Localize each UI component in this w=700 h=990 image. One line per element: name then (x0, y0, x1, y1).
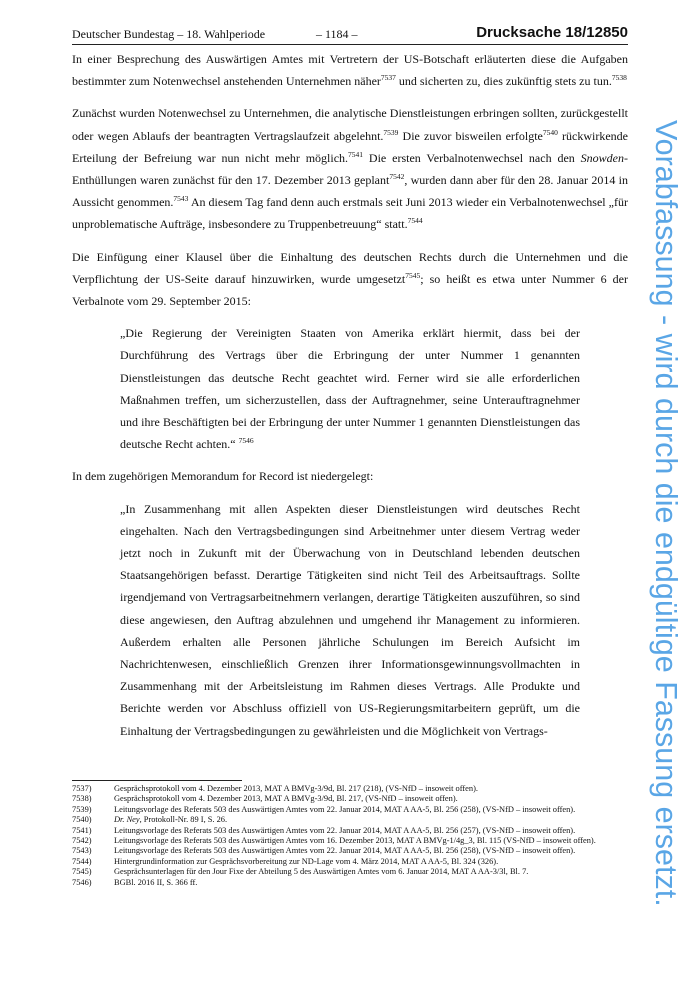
text: -Enthüllungen waren zunächst für den 17. Dezember 2013 geplant (72, 150, 628, 188)
doc-number: 12850 (586, 24, 628, 41)
footnote-text: Leitungsvorlage des Referats 503 des Auswärtigen Amtes vom 22. Januar 2014, MAT A AA-5, Bl. 256 (258), (VS-NfD – insoweit offen). (114, 846, 576, 856)
footnote (72, 857, 628, 867)
paragraph-1 (72, 48, 628, 92)
footnote-text: BGBl. 2016 II, S. 366 ff. (114, 877, 198, 887)
footnote-rule (72, 780, 242, 781)
footnote-text: Gesprächsunterlagen für den Jour Fixe der Abteilung 5 des Auswärtigen Amtes vom 6. Januar 2014, MAT A AA-3/3l, Bl. 7. (114, 867, 529, 877)
parliament-label: Deutscher Bundestag – 18. Wahlperiode (72, 27, 266, 41)
text: In einer Besprechung des Auswärtigen Amtes mit Vertretern der US-Botschaft erläuterten diese die Aufgaben bestimmter zum Notenwechsel anstehenden Unternehmen näher (72, 52, 628, 89)
footnote (72, 846, 628, 856)
footnote (72, 878, 628, 888)
footnote (72, 805, 628, 815)
footnote-number: 7539) (72, 804, 92, 814)
doc-label: Drucksache 18/ (476, 24, 587, 41)
footnote-text: Leitungsvorlage des Referats 503 des Auswärtigen Amtes vom 22. Januar 2014, MAT A AA-5, Bl. 256 (258), (VS-NfD – insoweit offen). (114, 804, 576, 814)
paragraph-3 (72, 246, 628, 313)
text: Die ersten Verbalnotenwechsel nach den (363, 150, 581, 165)
footnote (72, 784, 628, 794)
footnote-number: 7541) (72, 825, 92, 835)
document-number (476, 24, 628, 41)
footnote-number: 7538) (72, 794, 92, 804)
text: rückwirkende Erteilung der Befreiung war nun nicht mehr möglich. (72, 128, 628, 165)
text: ; so heißt es etwa unter Nummer 6 der Verbalnote vom 29. September 2015: (72, 271, 628, 309)
footnote-ref[interactable]: 7539 (383, 127, 399, 137)
footnote-text: Leitungsvorlage des Referats 503 des Auswärtigen Amtes vom 16. Dezember 2013, MAT A BMVg-1/4g_3, Bl. 115 (VS-NfD – insoweit offen). (114, 836, 596, 846)
footnote-ref[interactable]: 7545 (405, 270, 421, 280)
footnote (72, 836, 628, 846)
text: Zunächst wurden Notenwechsel zu Unternehmen, die analytische Dienstleistungen erbringen sollten, zurückgestellt oder wegen Ablaufs der beantragten Vertragslaufzeit abgelehnt. (72, 106, 628, 143)
footnotes (72, 784, 628, 888)
main-text (72, 48, 628, 752)
text: , wurden dann aber für den 28. Januar 2014 in Aussicht genommen. (72, 173, 628, 210)
footnote (72, 826, 628, 836)
footnote-text: Leitungsvorlage des Referats 503 des Auswärtigen Amtes vom 22. Januar 2014, MAT A AA-5, Bl. 256 (257), (VS-NfD – insoweit offen). (114, 825, 576, 835)
footnote (72, 867, 628, 877)
text: An diesem Tag fand denn auch erstmals seit Juni 2013 wieder ein Verbalnotenwechsel „für unproblematische Aufträge, insbesondere zu Truppenbetreuung“ statt. (72, 195, 629, 232)
footnote-number: 7546) (72, 877, 92, 887)
watermark-text: Vorabfassung - wird durch die endgültige Fassung ersetzt. (649, 120, 683, 907)
header-rule (72, 44, 628, 45)
footnote-text: Gesprächsprotokoll vom 4. Dezember 2013, MAT A BMVg-3/9d, Bl. 217 (218), (VS-NfD – insoweit offen). (114, 784, 478, 793)
footnote-text (114, 815, 628, 825)
text: , Protokoll-Nr. 89 I, S. 26. (139, 815, 228, 825)
page-number: – 1184 – (316, 27, 358, 41)
text: Die Einfügung einer Klausel über die Einhaltung des deutschen Rechts durch die Unternehmen und die Verpflichtung der US-Seite darauf hinzuwirken, wurde umgesetzt (72, 249, 628, 286)
footnote-ref[interactable]: 7543 (173, 194, 189, 204)
text: Die zuvor bisweilen erfolgte (398, 128, 543, 143)
draft-watermark (645, 120, 685, 907)
footnote (72, 794, 628, 804)
text: „Die Regierung der Vereinigten Staaten von Amerika erklärt hiermit, dass bei der Durchführung des Vertrags über die Erbringung der unter Nummer 1 genannten Dienstleistungen das deutsche Recht geachtet wird. Ferner wird sie alle erforderlichen Maßnahmen treffen, um sicherzustellen, dass der Auftragnehmer, seine Unterauftragnehmer und ihre Beschäftigten bei der Erbringung der unter Nummer 1 genannten Dienstleistungen das deutsche Recht achten.“ (120, 326, 580, 452)
text: und sicherten zu, dies zukünftig stets zu tun. (395, 74, 612, 89)
footnote-ref[interactable]: 7544 (407, 216, 423, 226)
footnote-number: 7545) (72, 867, 92, 877)
footnote (72, 815, 628, 825)
footnote-number: 7544) (72, 856, 92, 866)
footnote-number: 7542) (72, 836, 92, 846)
block-quote-2: „In Zusammenhang mit allen Aspekten dieser Dienstleistungen wird deutsches Recht eingehalten. Nach den Vertragsbedingungen sind Arbeitnehmer unter diesem Vertrag weder jetzt noch in Zukunft mit der Überwachung von in Deutschland lebenden deutschen Staatsangehörigen befasst. Derartige Tätigkeiten sind nicht Teil des Arbeitsauftrags. Sollte irgendjemand von Vertragsarbeitnehmern verlangen, derartige Tätigkeiten auszuführen, so sind diese angewiesen, den Auftrag abzulehnen und umgehend ihr Management zu informieren. Außerdem erhalten alle Personen jährliche Schulungen im Bereich Aufsicht im Nachrichtenwesen, einschließlich Grenzen ihrer Informationsgewinnungsvollmachten in Zusammenhang mit der Arbeitsleistung im Rahmen dieses Vertrags. Alle Produkte und Berichte werden vor Abschluss offiziell von US-Regierungsmitarbeitern geprüft, um die Einhaltung der Vertragsbedingungen zu gewährleisten und die Möglichkeit von Vertrags- (120, 501, 580, 738)
block-quote-1 (120, 322, 580, 455)
footnote-number: 7537) (72, 784, 92, 793)
page-header (72, 24, 628, 44)
footnote-ref[interactable]: 7541 (348, 149, 364, 159)
footnote-ref[interactable]: 7546 (238, 436, 254, 446)
footnote-ref[interactable]: 7542 (389, 172, 405, 182)
footnote-text: Gesprächsprotokoll vom 4. Dezember 2013, MAT A BMVg-3/9d, Bl. 217, (VS-NfD – insoweit offen). (114, 794, 458, 804)
paragraph-2 (72, 102, 628, 235)
footnote-ref[interactable]: 7537 (380, 73, 396, 83)
paragraph-4: In dem zugehörigen Memorandum for Record ist niedergelegt: (72, 469, 374, 484)
italic-name: Dr. Ney (114, 815, 140, 825)
footnote-text: Hintergrundinformation zur Gesprächsvorbereitung zur ND-Lage vom 4. März 2014, MAT A AA-5, Bl. 324 (326). (114, 856, 499, 866)
footnote-number: 7540) (72, 815, 92, 825)
italic-name: Snowden (580, 150, 624, 165)
footnote-ref[interactable]: 7538 (611, 73, 627, 83)
footnote-number: 7543) (72, 846, 92, 856)
footnote-ref[interactable]: 7540 (542, 127, 558, 137)
